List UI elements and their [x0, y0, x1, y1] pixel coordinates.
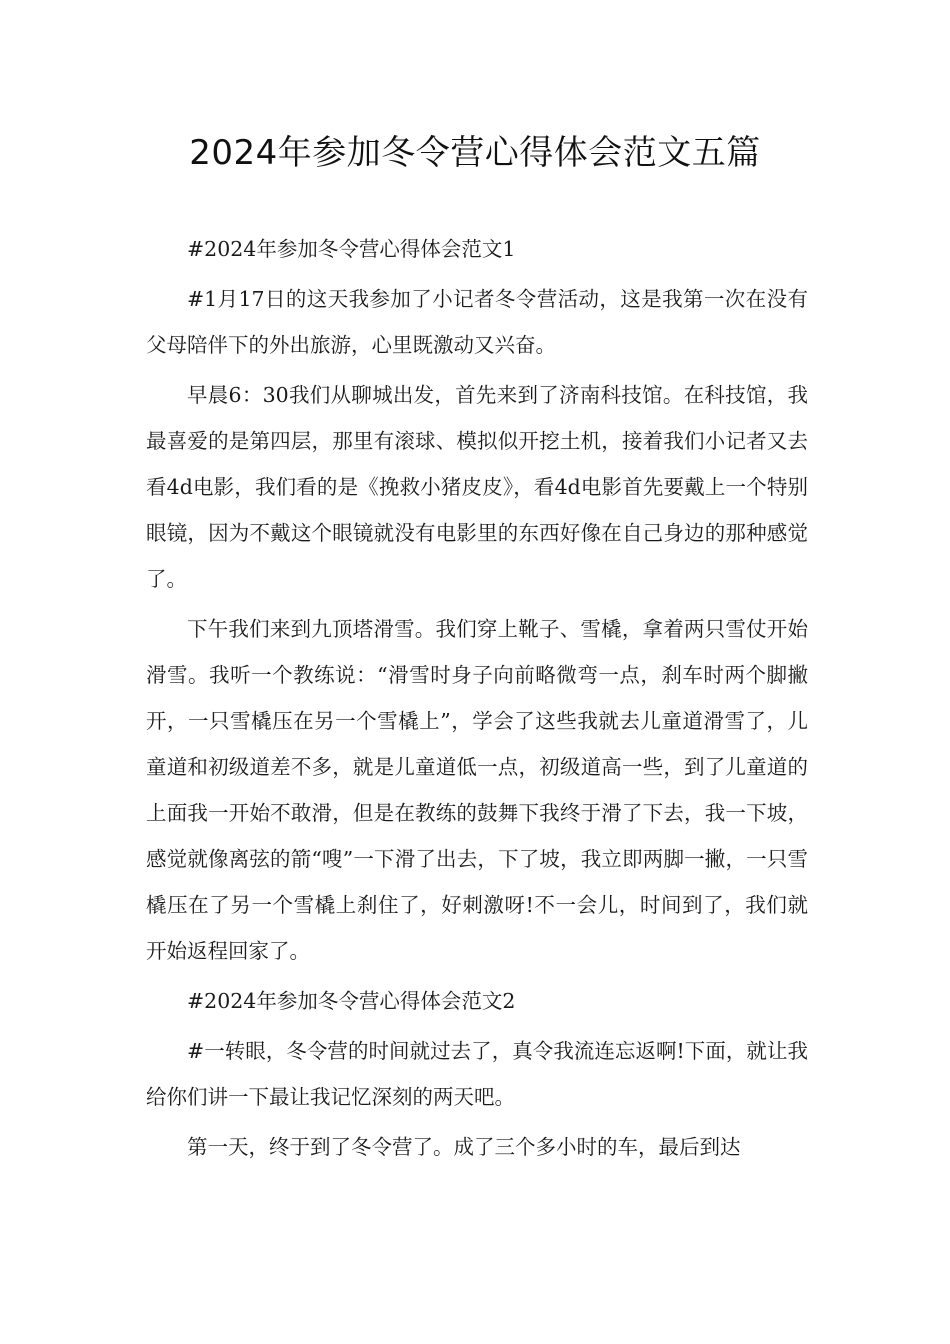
paragraph: 第一天，终于到了冬令营了。成了三个多小时的车，最后到达	[187, 1135, 741, 1159]
section-heading-2: #2024年参加冬令营心得体会范文2	[187, 989, 516, 1013]
paragraph: #一转眼，冬令营的时间就过去了，真令我流连忘返啊!下面，就让我给你们讲一下最让我记忆深刻的两天吧。	[146, 1039, 808, 1109]
document-body	[146, 226, 808, 1174]
document-title: 2024年参加冬令营心得体会范文五篇	[189, 133, 761, 173]
section-heading-1: #2024年参加冬令营心得体会范文1	[187, 237, 516, 261]
paragraph: #1月17日的这天我参加了小记者冬令营活动，这是我第一次在没有父母陪伴下的外出旅游，心里既激动又兴奋。	[146, 287, 808, 357]
paragraph: 早晨6：30我们从聊城出发，首先来到了济南科技馆。在科技馆，我最喜爱的是第四层，那里有滚球、模拟似开挖土机，接着我们小记者又去看4d电影，我们看的是《挽救小猪皮皮》，看4d电影首先要戴上一个特别眼镜，因为不戴这个眼镜就没有电影里的东西好像在自己身边的那种感觉了。	[146, 383, 808, 591]
paragraph: 下午我们来到九顶塔滑雪。我们穿上靴子、雪橇，拿着两只雪仗开始滑雪。我听一个教练说：“滑雪时身子向前略微弯一点，刹车时两个脚撇开，一只雪橇压在另一个雪橇上”，学会了这些我就去儿童道滑雪了，儿童道和初级道差不多，就是儿童道低一点，初级道高一些，到了儿童道的上面我一开始不敢滑，但是在教练的鼓舞下我终于滑了下去，我一下坡，感觉就像离弦的箭“嗖”一下滑了出去，下了坡，我立即两脚一撇，一只雪橇压在了另一个雪橇上刹住了，好刺激呀!不一会儿，时间到了，我们就开始返程回家了。	[146, 617, 808, 963]
